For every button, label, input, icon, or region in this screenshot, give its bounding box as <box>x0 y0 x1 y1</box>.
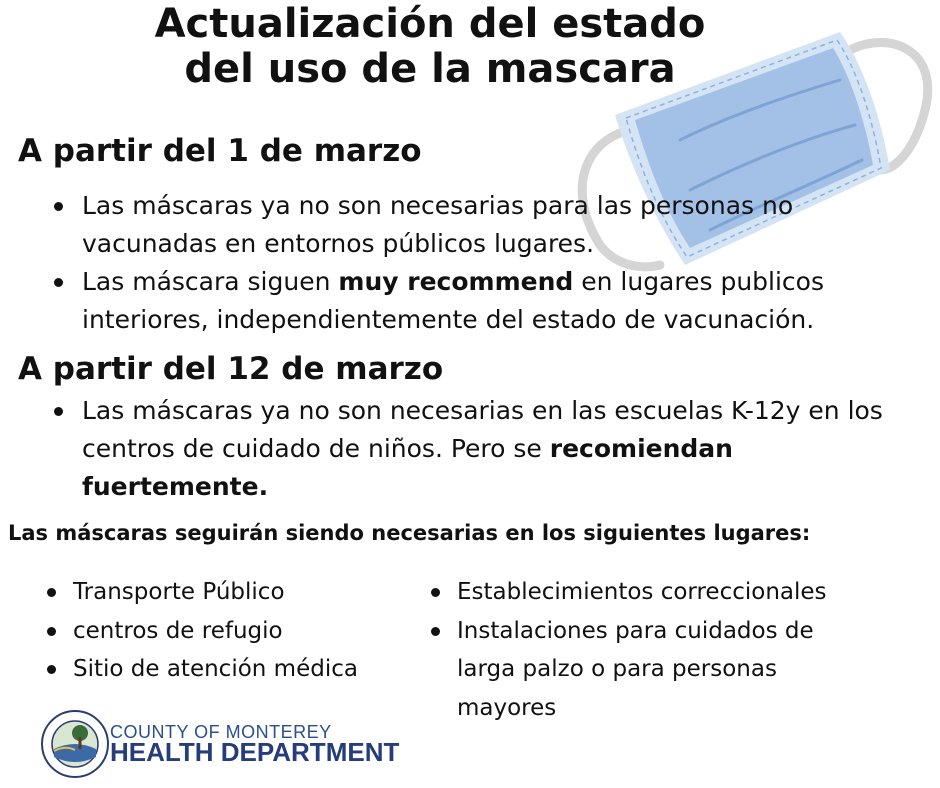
title-line-1: Actualización del estado <box>154 1 706 47</box>
list-item: Establecimientos correccionales <box>457 573 897 612</box>
list-item <box>82 392 902 506</box>
bullet-text: Las máscara siguen <box>82 267 339 296</box>
list-item <box>82 263 872 339</box>
county-name: COUNTY OF MONTEREY <box>110 722 332 742</box>
page-title <box>0 2 860 92</box>
bullet-text: Las máscaras ya no son necesarias para las personas no vacunadas en entornos públicos lugares. <box>82 191 794 258</box>
title-line-2: del uso de la mascara <box>184 46 676 92</box>
places-list-left <box>73 573 413 689</box>
list-item: Instalaciones para cuidados de larga palzo o para personas mayores <box>457 612 867 728</box>
list-item: centros de refugio <box>73 612 413 651</box>
section-1-heading: A partir del 1 de marzo <box>18 133 422 169</box>
places-heading: Las máscaras seguirán siendo necesarias en los siguientes lugares: <box>8 521 811 545</box>
bullet-text: Las máscaras ya no son necesarias en las escuelas K-12y en los centros de cuidado de niños. Pero se <box>82 396 883 463</box>
department-name: HEALTH DEPARTMENT <box>110 737 400 767</box>
places-list-right <box>457 573 897 727</box>
bullet-text: en lugares publicos interiores, independientemente del estado de vacunación. <box>82 267 825 334</box>
section-1-list <box>82 187 872 339</box>
bold-text: muy recommend <box>338 267 574 296</box>
list-item <box>82 187 872 263</box>
county-seal-logo <box>40 709 110 779</box>
list-item: Transporte Público <box>73 573 413 612</box>
section-2-heading: A partir del 12 de marzo <box>18 351 444 387</box>
bold-text: recomiendan fuertemente. <box>82 434 733 501</box>
section-2-list <box>82 392 902 506</box>
list-item: Sitio de atención médica <box>73 650 413 689</box>
